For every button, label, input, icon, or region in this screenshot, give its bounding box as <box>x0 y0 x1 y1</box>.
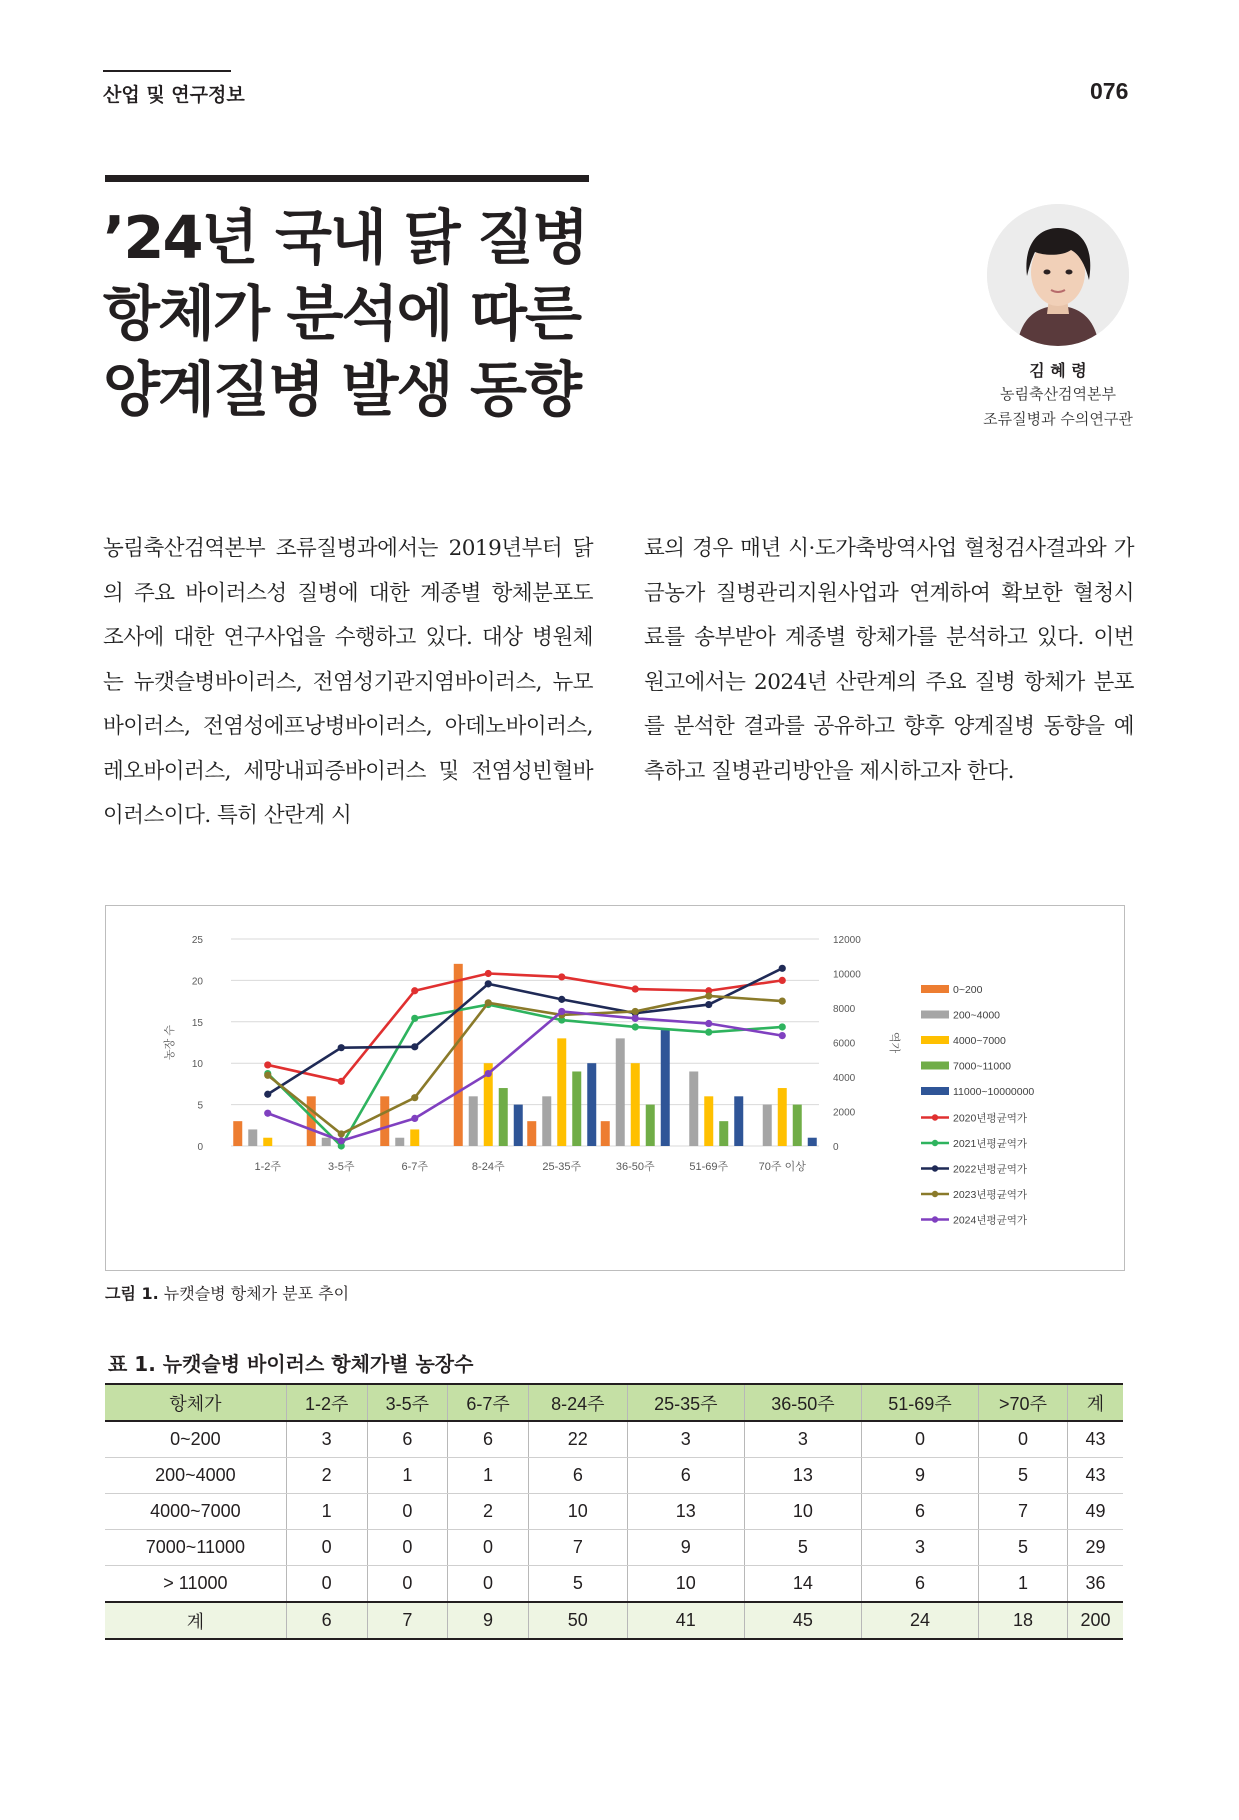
y-tick-label: 5 <box>197 1100 203 1112</box>
line-point-3 <box>558 996 565 1003</box>
legend-marker <box>932 1140 938 1146</box>
y-tick-label: 20 <box>191 976 203 988</box>
table-cell: 10 <box>528 1494 627 1530</box>
table-cell: 1 <box>286 1494 367 1530</box>
table-cell: 3 <box>627 1421 744 1458</box>
table-cell: 5 <box>528 1566 627 1603</box>
x-tick-label: 70주 이상 <box>758 1161 806 1173</box>
table-cell: 6 <box>861 1494 978 1530</box>
table-row <box>105 1458 1123 1494</box>
line-point-5 <box>632 1015 639 1022</box>
table-cell: 0 <box>448 1530 529 1566</box>
table-cell: 0 <box>979 1421 1068 1458</box>
line-point-5 <box>705 1020 712 1027</box>
y-tick-label: 15 <box>191 1017 203 1029</box>
table-cell: 6 <box>448 1421 529 1458</box>
table-cell: 1 <box>979 1566 1068 1603</box>
bar-7000-11000 <box>719 1121 728 1146</box>
legend-swatch <box>921 1036 949 1044</box>
table-row <box>105 1494 1123 1530</box>
title-rule <box>105 175 589 182</box>
legend-swatch <box>921 1087 949 1095</box>
table-row-label: 4000~7000 <box>105 1494 286 1530</box>
x-tick-label: 36-50주 <box>615 1161 655 1173</box>
y2-tick-label: 10000 <box>833 969 861 981</box>
x-tick-label: 25-35주 <box>542 1161 582 1173</box>
title-line: 항체가 분석에 따른 <box>103 279 581 348</box>
bar-4000-7000 <box>704 1096 713 1146</box>
line-point-3 <box>264 1091 271 1098</box>
legend-marker <box>932 1114 938 1120</box>
table-header-cell: 3-5주 <box>367 1384 448 1421</box>
legend-label: 7000~11000 <box>953 1060 1011 1073</box>
legend-swatch <box>921 1062 949 1070</box>
table-cell: 6 <box>528 1458 627 1494</box>
legend-marker <box>932 1165 938 1171</box>
table-header-cell: 36-50주 <box>744 1384 861 1421</box>
table-total-cell: 41 <box>627 1602 744 1639</box>
body-text-right: 료의 경우 매년 시·도가축방역사업 혈청검사결과와 가금농가 질병관리지원사업과 연계하여 확보한 혈청시료를 송부받아 계종별 항체가를 분석하고 있다. 이번 원고에서는 2024년 산란계의 주요 질병 항체가 분포를 분석한 결과를 공유하고 향후 양계질병 동향을 예측하고 질병관리방안을 제시하고자 한다. <box>644 536 1134 784</box>
bar-200-4000 <box>248 1129 257 1146</box>
table-title: 표 1. 뉴캣슬병 바이러스 항체가별 농장수 <box>108 1352 474 1376</box>
table-cell: 13 <box>744 1458 861 1494</box>
figure-caption-label: 그림 1. <box>105 1284 159 1303</box>
figure-caption <box>105 1281 349 1304</box>
table-cell: 6 <box>627 1458 744 1494</box>
legend-label: 2024년평균역가 <box>953 1214 1028 1227</box>
table-cell: 29 <box>1067 1530 1123 1566</box>
line-point-4 <box>779 998 786 1005</box>
table-cell: 22 <box>528 1421 627 1458</box>
x-tick-label: 8-24주 <box>471 1161 505 1173</box>
table-header-row <box>105 1384 1123 1421</box>
line-point-3 <box>411 1043 418 1050</box>
bar-11000-10000000 <box>808 1138 817 1146</box>
table-cell: 5 <box>979 1458 1068 1494</box>
x-tick-label: 51-69주 <box>689 1161 729 1173</box>
author-name: 김 혜 령 <box>1029 361 1087 380</box>
bar-200-4000 <box>689 1071 698 1146</box>
bar-0-200 <box>233 1121 242 1146</box>
y2-tick-label: 2000 <box>833 1107 856 1119</box>
y-axis-title: 농장 수 <box>164 1025 176 1060</box>
bar-200-4000 <box>616 1038 625 1146</box>
legend-marker <box>932 1191 938 1197</box>
line-point-1 <box>338 1078 345 1085</box>
table-cell: 2 <box>448 1494 529 1530</box>
table-body <box>105 1421 1123 1602</box>
y2-axis-title: 역가 <box>888 1031 900 1054</box>
table-cell: 14 <box>744 1566 861 1603</box>
bar-4000-7000 <box>778 1088 787 1146</box>
table-row-label: 0~200 <box>105 1421 286 1458</box>
line-point-5 <box>411 1115 418 1122</box>
table-row-label: > 11000 <box>105 1566 286 1603</box>
line-point-1 <box>779 977 786 984</box>
line-point-1 <box>632 985 639 992</box>
bar-0-200 <box>601 1121 610 1146</box>
figure-chart <box>105 905 1125 1271</box>
line-point-4 <box>264 1072 271 1079</box>
line-point-5 <box>485 1070 492 1077</box>
antibody-table <box>105 1383 1123 1640</box>
bar-200-4000 <box>469 1096 478 1146</box>
table-total-cell: 18 <box>979 1602 1068 1639</box>
page-number: 076 <box>1090 78 1129 104</box>
line-point-2 <box>632 1023 639 1030</box>
line-point-5 <box>264 1110 271 1117</box>
table-cell: 0 <box>861 1421 978 1458</box>
legend-label: 2023년평균역가 <box>953 1189 1028 1201</box>
table-row <box>105 1421 1123 1458</box>
legend-label: 2022년평균역가 <box>953 1163 1028 1176</box>
y2-tick-label: 8000 <box>833 1004 856 1015</box>
table-total-cell: 계 <box>105 1602 286 1639</box>
line-point-3 <box>485 980 492 987</box>
line-point-2 <box>705 1029 712 1036</box>
table-cell: 0 <box>367 1530 448 1566</box>
legend-label: 2020년평균역가 <box>953 1112 1028 1125</box>
bar-200-4000 <box>542 1096 551 1146</box>
author-dept: 조류질병과 수의연구관 <box>983 410 1133 428</box>
table-row-label: 200~4000 <box>105 1458 286 1494</box>
y2-tick-label: 6000 <box>833 1038 856 1050</box>
y2-tick-label: 12000 <box>833 935 861 946</box>
author-org: 농림축산검역본부 <box>1000 385 1116 403</box>
line-point-3 <box>779 965 786 972</box>
bar-11000-10000000 <box>661 1030 670 1146</box>
table-header-cell: >70주 <box>979 1384 1068 1421</box>
bar-11000-10000000 <box>587 1063 596 1146</box>
table-cell: 0 <box>367 1566 448 1603</box>
y2-tick-label: 0 <box>833 1142 839 1153</box>
table-header-cell: 1-2주 <box>286 1384 367 1421</box>
bar-200-4000 <box>763 1105 772 1146</box>
table-cell: 0 <box>286 1566 367 1603</box>
legend-label: 11000~10000000 <box>953 1086 1035 1098</box>
table-row <box>105 1566 1123 1603</box>
table-row <box>105 1530 1123 1566</box>
table-total-cell: 7 <box>367 1602 448 1639</box>
bar-4000-7000 <box>557 1038 566 1146</box>
legend-label: 200~4000 <box>953 1009 1001 1022</box>
line-point-4 <box>705 992 712 999</box>
title-line: 양계질병 발생 동향 <box>103 355 581 424</box>
table-header-cell: 항체가 <box>105 1384 286 1421</box>
x-tick-label: 3-5주 <box>327 1161 355 1173</box>
bar-0-200 <box>527 1121 536 1146</box>
bar-4000-7000 <box>263 1138 272 1146</box>
table-cell: 3 <box>286 1421 367 1458</box>
table-total-cell: 50 <box>528 1602 627 1639</box>
table-total-cell: 24 <box>861 1602 978 1639</box>
x-tick-label: 6-7주 <box>401 1161 429 1173</box>
table-header-cell: 6-7주 <box>448 1384 529 1421</box>
table-cell: 13 <box>627 1494 744 1530</box>
line-point-2 <box>779 1023 786 1030</box>
line-point-4 <box>411 1094 418 1101</box>
table-total-cell: 6 <box>286 1602 367 1639</box>
table-cell: 0 <box>367 1494 448 1530</box>
table-cell: 0 <box>286 1530 367 1566</box>
article-title <box>103 200 743 428</box>
table-cell: 36 <box>1067 1566 1123 1603</box>
table-total-row <box>105 1602 1123 1639</box>
bar-4000-7000 <box>410 1129 419 1146</box>
table-cell: 49 <box>1067 1494 1123 1530</box>
line-point-4 <box>338 1130 345 1137</box>
bar-4000-7000 <box>631 1063 640 1146</box>
legend-label: 4000~7000 <box>953 1035 1006 1047</box>
table-row-label: 7000~11000 <box>105 1530 286 1566</box>
table-cell: 10 <box>627 1566 744 1603</box>
bar-7000-11000 <box>499 1088 508 1146</box>
bar-0-200 <box>380 1096 389 1146</box>
table-header-cell: 25-35주 <box>627 1384 744 1421</box>
x-tick-label: 1-2주 <box>254 1161 282 1173</box>
legend-label: 0~200 <box>953 984 983 996</box>
table-cell: 9 <box>861 1458 978 1494</box>
table-cell: 5 <box>744 1530 861 1566</box>
body-text-left: 농림축산검역본부 조류질병과에서는 2019년부터 닭의 주요 바이러스성 질병에 대한 계종별 항체분포도 조사에 대한 연구사업을 수행하고 있다. 대상 병원체는 뉴캣슬병바이러스, 전염성기관지염바이러스, 뉴모바이러스, 전염성에프낭병바이러스, 아데노바이러스, 레오바이러스, 세망내피증바이러스 및 전염성빈혈바이러스이다. 특히 산란계 시 <box>103 536 593 828</box>
table-cell: 3 <box>861 1530 978 1566</box>
table-header-cell: 51-69주 <box>861 1384 978 1421</box>
line-point-4 <box>485 999 492 1006</box>
table-cell: 10 <box>744 1494 861 1530</box>
table-cell: 3 <box>744 1421 861 1458</box>
line-point-4 <box>632 1008 639 1015</box>
table-cell: 1 <box>367 1458 448 1494</box>
table-total-cell: 45 <box>744 1602 861 1639</box>
bar-200-4000 <box>395 1138 404 1146</box>
line-point-5 <box>338 1137 345 1144</box>
line-point-5 <box>779 1032 786 1039</box>
table-cell: 5 <box>979 1530 1068 1566</box>
table-cell: 7 <box>528 1530 627 1566</box>
bar-200-4000 <box>322 1138 331 1146</box>
line-point-5 <box>558 1008 565 1015</box>
table-cell: 43 <box>1067 1421 1123 1458</box>
line-point-3 <box>705 1001 712 1008</box>
table-cell: 2 <box>286 1458 367 1494</box>
title-line: ’24년 국내 닭 질병 <box>103 203 588 272</box>
table-cell: 0 <box>448 1566 529 1603</box>
bar-7000-11000 <box>572 1071 581 1146</box>
table-total-cell: 9 <box>448 1602 529 1639</box>
bar-7000-11000 <box>646 1105 655 1146</box>
table-cell: 6 <box>367 1421 448 1458</box>
table-cell: 1 <box>448 1458 529 1494</box>
bar-11000-10000000 <box>734 1096 743 1146</box>
y-tick-label: 10 <box>191 1059 203 1071</box>
table-total-cell: 200 <box>1067 1602 1123 1639</box>
table-header-cell: 8-24주 <box>528 1384 627 1421</box>
line-point-1 <box>411 987 418 994</box>
table-cell: 43 <box>1067 1458 1123 1494</box>
bar-11000-10000000 <box>514 1105 523 1146</box>
bar-0-200 <box>454 964 463 1146</box>
bar-7000-11000 <box>793 1105 802 1146</box>
author-photo <box>987 204 1129 346</box>
line-point-3 <box>338 1044 345 1051</box>
table-cell: 7 <box>979 1494 1068 1530</box>
section-label: 산업 및 연구정보 <box>103 84 245 106</box>
legend-swatch <box>921 985 949 993</box>
y-tick-label: 0 <box>197 1142 203 1153</box>
table-cell: 9 <box>627 1530 744 1566</box>
chart-svg <box>106 906 1124 1270</box>
figure-caption-text: 뉴캣슬병 항체가 분포 추이 <box>158 1284 350 1303</box>
line-point-1 <box>558 973 565 980</box>
table-cell: 6 <box>861 1566 978 1603</box>
section-rule <box>103 70 231 72</box>
legend-label: 2021년평균역가 <box>953 1138 1028 1150</box>
legend-marker <box>932 1216 938 1222</box>
y-tick-label: 25 <box>191 935 203 946</box>
table-header-cell: 계 <box>1067 1384 1123 1421</box>
line-series-1 <box>268 974 783 1082</box>
y2-tick-label: 4000 <box>833 1073 856 1084</box>
legend-swatch <box>921 1011 949 1019</box>
line-point-1 <box>264 1061 271 1068</box>
line-point-2 <box>411 1015 418 1022</box>
line-point-1 <box>485 970 492 977</box>
